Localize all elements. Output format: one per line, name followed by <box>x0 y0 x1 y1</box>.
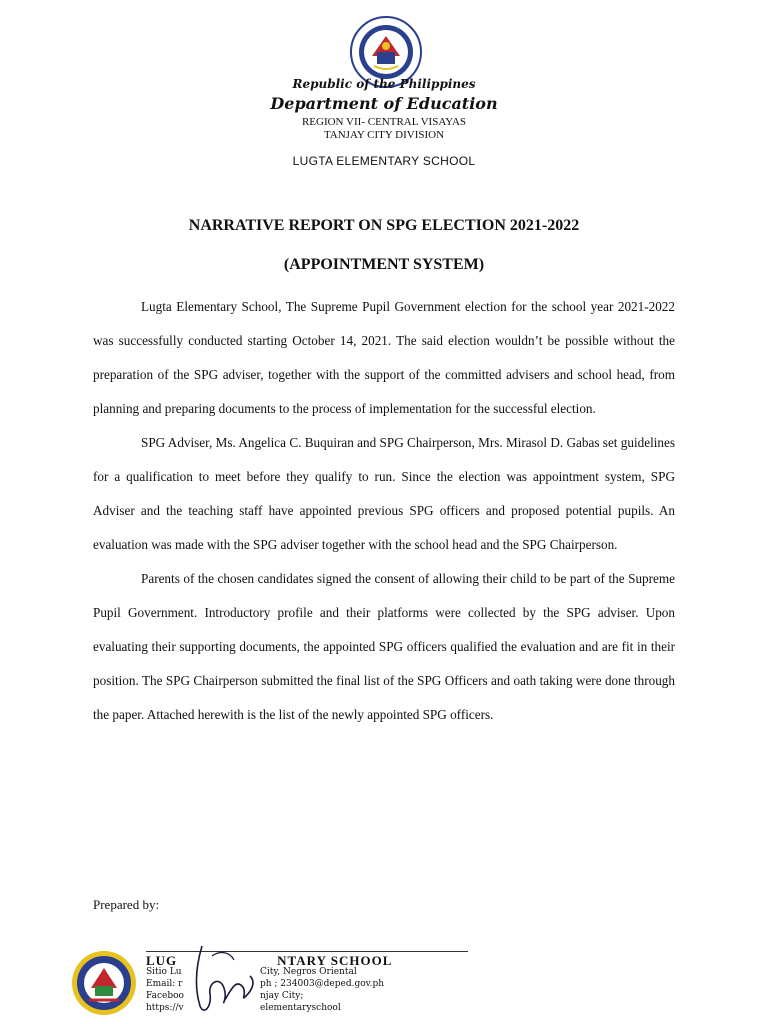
report-body <box>93 290 675 732</box>
paragraph-3: Parents of the chosen candidates signed the consent of allowing their child to be part of the Supreme Pupil Government. Introductory profile and their platforms were collected by the SPG adviser. Upon evaluating their supporting documents, the appointed SPG officers qualified the evaluation and are fit in their position. The SPG Chairperson submitted the final list of the SPG Officers and oath taking were done through the paper. Attached herewith is the list of the newly appointed SPG officers. <box>93 571 675 722</box>
footer-url-left: https://v <box>146 1003 184 1013</box>
signature <box>190 936 260 1024</box>
report-subtitle: (APPOINTMENT SYSTEM) <box>283 256 485 273</box>
footer-address-right: City, Negros Oriental <box>260 967 357 977</box>
school-logo <box>71 950 137 1016</box>
paragraph-2: SPG Adviser, Ms. Angelica C. Buquiran and SPG Chairperson, Mrs. Mirasol D. Gabas set guidelines for a qualification to meet before they qualify to run. Since the election was appointment system, SPG Adviser and the teaching staff have appointed previous SPG officers and proposed potential pupils. An evaluation was made with the SPG adviser together with the school head and the SPG Chairperson. <box>93 435 675 552</box>
footer-facebook-right: njay City; <box>260 991 304 1001</box>
prepared-by-label: Prepared by: <box>93 897 160 912</box>
footer-email-left: Email: r <box>146 979 183 989</box>
footer-name-left: LUG <box>146 953 178 968</box>
region-label: REGION VII- CENTRAL VISAYAS <box>301 116 467 128</box>
division-label: TANJAY CITY DIVISION <box>323 129 445 141</box>
school-name: LUGTA ELEMENTARY SCHOOL <box>292 154 476 168</box>
footer-email-right: ph ; 234003@deped.gov.ph <box>260 979 385 989</box>
footer-name-right: NTARY SCHOOL <box>277 953 393 968</box>
report-title: NARRATIVE REPORT ON SPG ELECTION 2021-2022 <box>188 217 580 234</box>
republic-label: Republic of the Philippines <box>292 77 476 91</box>
paragraph-1: Lugta Elementary School, The Supreme Pupil Government election for the school year 2021-2022 was successfully conducted starting October 14, 2021. The said election wouldn’t be possible without the preparation of the SPG adviser, together with the support of the committed advisers and school head, from planning and preparing documents to the process of implementation for the successful election. <box>93 299 675 416</box>
footer-url-right: elementaryschool <box>260 1003 341 1013</box>
footer-address-left: Sitio Lu <box>146 967 182 977</box>
footer-facebook-left: Faceboo <box>146 991 184 1001</box>
department-label: Department of Education <box>270 94 498 113</box>
